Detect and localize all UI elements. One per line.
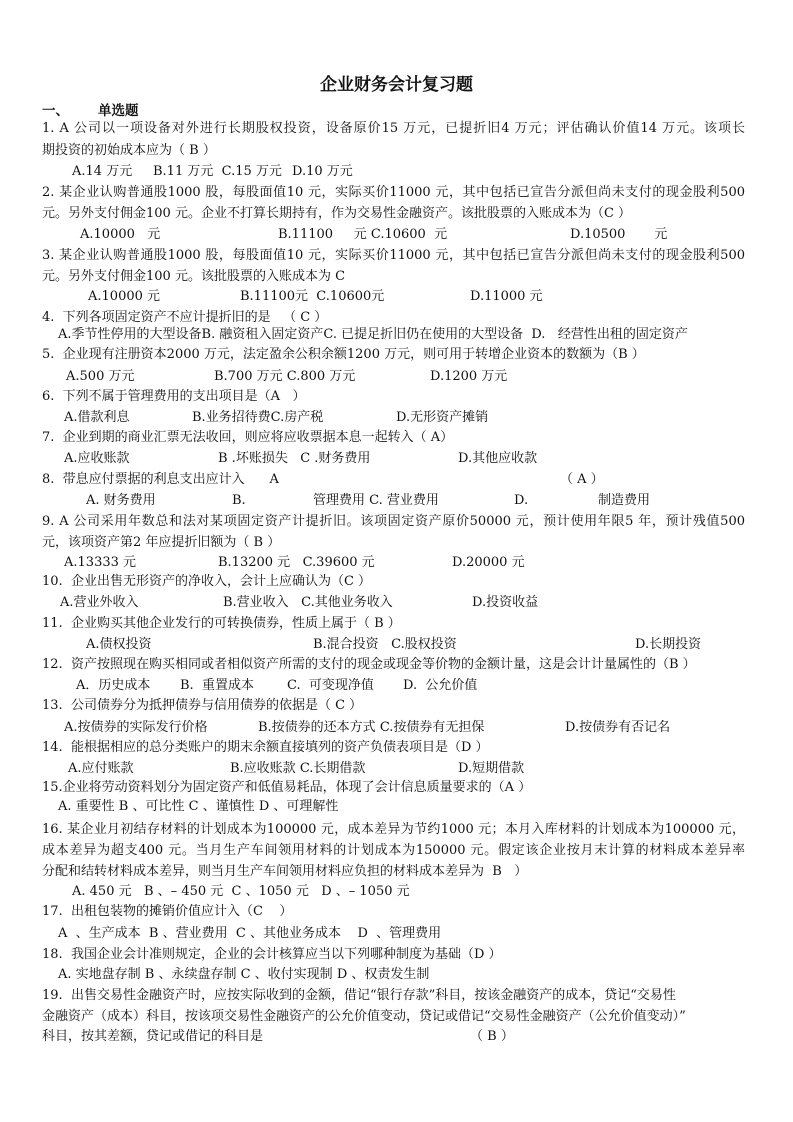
question-10-text: 10. 企业出售无形资产的净收入，会计上应确认为（C ） [42,574,372,589]
question-19-text: 科目，按其差额，贷记或借记的科目是 [42,1029,264,1044]
question-6-option: D.无形资产摊销 [396,410,489,425]
question-16-text: 分配和结转材料成本差异，则当月生产车间领用材料应负担的材料成本差异为 B ） [42,864,528,879]
question-18-option: A. 实地盘存制 B 、永续盘存制 C 、收付实现制 D 、权责发生制 [58,967,430,982]
question-12-option: B. 重置成本 [180,678,254,693]
question-13-option: D.按债券有否记名 [565,720,671,735]
question-5-text: 5. 企业现有注册资本2000 万元，法定盈余公积余额1200 万元，则可用于转增企业资本的数额为（B ） [42,347,645,362]
question-3-text: 3. 某企业认购普通股1000 股，每股面值10 元，实际买价11000 元，其中包括已宣告分派但尚未支付的现金股利500 [42,248,745,263]
question-3-option: A.10000 元 [88,289,161,304]
question-13-text: 13. 公司债券分为抵押债券与信用债券的依据是（ C ） [42,698,363,713]
question-2-option: D.10500 元 [570,227,668,242]
question-15-option: A. 重要性 B 、可比性 C 、谨慎性 D 、可理解性 [58,799,339,814]
question-15-text: 15.企业将劳动资料划分为固定资产和低值易耗品，体现了会计信息质量要求的（A ） [42,780,532,795]
question-5-option: A.500 万元 [66,369,135,384]
question-5-option: B.700 万元 C.800 万元 [214,369,356,384]
question-9-option: B.13200 元 C.39600 元 [218,555,375,570]
question-14-option: B.应收账款 C.长期借款 [230,761,366,776]
question-8-text: 8. 带息应付票据的利息支出应计入 A [42,472,279,487]
question-16-text: 16. 某企业月初结存材料的计划成本为100000 元，成本差异为节约1000 元；本月入库材料的计划成本为100000 元， [42,822,745,837]
question-9-option: A.13333 元 [64,555,137,570]
question-10-option: D.投资收益 [472,595,539,610]
document-title: 企业财务会计复习题 [320,75,473,95]
question-7-text: 7. 企业到期的商业汇票无法收回，则应将应收票据本息一起转入（ A） [42,430,454,445]
question-17-text: 17. 出租包装物的摊销价值应计入（C ） [42,904,293,919]
question-1-option: B.11 万元 C.15 万元 [153,164,282,179]
question-14-text: 14. 能根据相应的总分类账户的期末余额直接填列的资产负债表项目是（D ） [42,740,489,755]
question-2-text: 2. 某企业认购普通股1000 股，每股面值10 元，实际买价11000 元，其中包括已宣告分派但尚未支付的现金股利500 [42,185,745,200]
question-2-text: 元。另外支付佣金100 元。企业不打算长期持有，作为交易性金融资产。该批股票的入账成本为（C ） [42,206,632,221]
question-12-option: D. 公允价值 [403,678,478,693]
question-16-text: 成本差异为超支400 元。当月生产车间领用材料的计划成本为150000 元。假定该企业按月末计算的材料成本差异率 [42,843,745,858]
question-8-option: 管理费用 C. 营业费用 [313,493,439,508]
question-3-option: B.11100元 C.10600元 [240,289,385,304]
question-3-text: 元。另外支付佣金100 元。该批股票的入账成本为 C [42,269,346,284]
question-13-option: A.按债券的实际发行价格 [64,720,208,735]
question-10-option: B.营业收入 C.其他业务收入 [223,595,393,610]
question-8-option: A. 财务费用 [86,493,156,508]
question-9-text: 元，该项资产第2 年应提折旧额为（ B ） [42,535,281,550]
question-16-option: A. 450 元 B 、– 450 元 C 、1050 元 D 、– 1050 元 [72,884,410,899]
question-8-text: （ A ） [560,472,604,487]
question-14-option: A.应付账款 [68,761,134,776]
question-9-text: 9. A 公司采用年数总和法对某项固定资产计提折旧。该项固定资产原价50000 元，预计使用年限5 年，预计残值500 [42,514,745,529]
question-19-text: （ B ） [470,1029,514,1044]
question-11-option: D.长期投资 [635,637,702,652]
question-1-text: 期投资的初始成本应为（ B ） [42,143,216,158]
question-4-text: 4. 下列各项固定资产不应计提折旧的是 （ C ） [42,310,328,325]
question-8-option: D. [514,493,529,508]
question-8-option: B. [232,493,246,508]
question-6-option: A.借款利息 [64,410,130,425]
section-heading: 单选题 [98,103,139,119]
question-7-option: B .坏账损失 C .财务费用 [218,451,371,466]
question-12-text: 12. 资产按照现在购买相同或者相似资产所需的支付的现金或现金等价物的金额计量，这是会计计量属性的（B ） [42,657,696,672]
question-13-option: B.按债券的还本方式 C.按债券有无担保 [258,720,485,735]
section-number: 一、 [42,103,69,119]
question-17-option: A 、生产成本 B 、营业费用 C 、其他业务成本 D 、管理费用 [58,926,442,941]
question-9-option: D.20000 元 [452,555,525,570]
question-4-option: A.季节性停用的大型设备B. 融资租入固定资产C. 已提足折旧仍在使用的大型设备 D. 经营性出租的固定资产 [58,327,688,342]
question-1-option: D.10 万元 [292,164,353,179]
question-6-text: 6. 下列不属于管理费用的支出项目是（A ） [42,389,306,404]
question-12-option: A．历史成本 [76,678,151,693]
question-1-text: 1. A 公司以一项设备对外进行长期股权投资，设备原价15 万元，已提折旧4 万元；评估确认价值14 万元。该项长 [42,121,745,136]
question-2-option: A.10000 元 [80,227,161,242]
question-19-text: 19. 出售交易性金融资产时，应按实际收到的金额，借记“银行存款”科目，按该金融资产的成本，贷记“交易性 [42,988,676,1003]
question-5-option: D.1200 万元 [430,369,508,384]
question-18-text: 18. 我国企业会计准则规定，企业的会计核算应当以下列哪种制度为基础（D ） [42,947,502,962]
question-1-option: A.14 万元 [72,164,133,179]
question-8-option: 制造费用 [598,493,651,508]
question-7-option: D.其他应收款 [458,451,538,466]
question-11-option: B.混合投资 C.股权投资 [313,637,457,652]
question-6-option: B.业务招待费C.房产税 [192,410,324,425]
question-14-option: D.短期借款 [458,761,525,776]
question-11-option: A.债权投资 [86,637,152,652]
question-10-option: A.营业外收入 [60,595,139,610]
question-3-option: D.11000 元 [470,289,543,304]
question-7-option: A.应收账款 [64,451,130,466]
question-12-option: C. 可变现净值 [287,678,374,693]
question-2-option: B.11100 元 C.10600 元 [278,227,448,242]
question-11-text: 11. 企业购买其他企业发行的可转换债券，性质上属于（ B ） [42,616,401,631]
question-19-text: 金融资产（成本）科目，按该项交易性金融资产的公允价值变动，贷记或借记“交易性金融资产（公允价值变动）” [42,1009,686,1024]
